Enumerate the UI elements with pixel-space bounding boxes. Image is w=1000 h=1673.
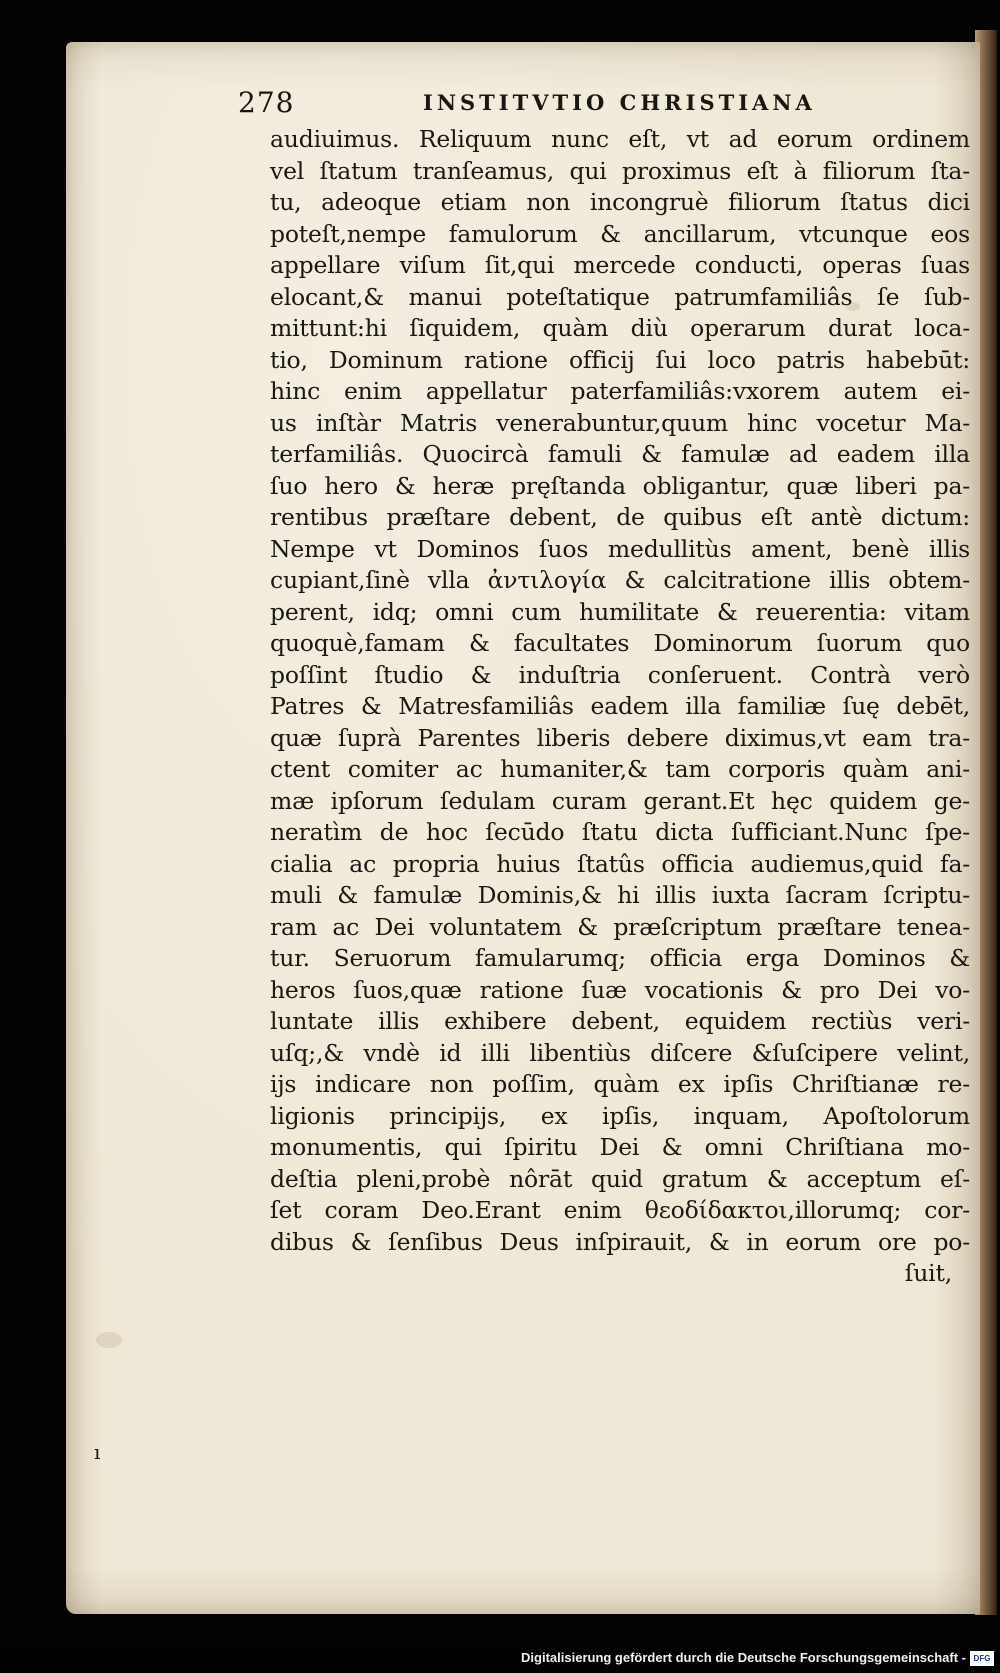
margin-mark: ı — [94, 1440, 101, 1464]
text-line: ſuo hero & heræ pręſtanda obligantur, quæ liberi pa- — [270, 471, 970, 500]
text-line: ſet coram Deo.Erant enim θεοδίδακτοι,illorumq; cor- — [270, 1196, 970, 1224]
page-number: 278 — [238, 86, 295, 119]
text-line: muli & famulæ Dominis,& hi illis iuxta ſacram ſcriptu- — [270, 881, 970, 909]
text-line: deſtia pleni,probè nôrāt quid gratum & acceptum eſ- — [270, 1164, 970, 1193]
digitization-credit: Digitalisierung gefördert durch die Deutsche Forschungsgemeinschaft - — [521, 1650, 966, 1665]
text-line: mittunt:hi ſiquidem, quàm diù operarum durat loca- — [270, 314, 970, 342]
text-line: poſſint ſtudio & induſtria conſeruent. Contrà verò — [270, 660, 970, 689]
text-line: hinc enim appellatur paterfamiliâs:vxorem autem ei- — [270, 377, 970, 405]
paper-stain — [96, 1332, 122, 1348]
text-line: monumentis, qui ſpiritu Dei & omni Chriſtiana mo- — [270, 1133, 970, 1161]
text-line: tu, adeoque etiam non incongruè filiorum ſtatus dici — [270, 188, 970, 216]
text-line: appellare viſum ſit,qui mercede conducti, operas ſuas — [270, 251, 970, 279]
text-line: dibus & ſenſibus Deus inſpirauit, & in eorum ore po- — [270, 1227, 970, 1256]
dfg-logo: DFG — [970, 1651, 994, 1666]
text-line: ram ac Dei voluntatem & præſcriptum præſtare tenea- — [270, 912, 970, 941]
text-line: ligionis principijs, ex ipſis, inquam, Apoſtolorum — [270, 1101, 970, 1130]
text-line: vel ſtatum tranſeamus, qui proximus eſt à filiorum ſta- — [270, 156, 970, 185]
text-line: ijs indicare non poſſim, quàm ex ipſis Chriſtianæ re- — [270, 1070, 970, 1098]
text-line: ſuit, — [904, 1259, 952, 1287]
text-line: terfamiliâs. Quocircà famuli & famulæ ad eadem illa — [270, 440, 970, 468]
text-line: tur. Seruorum famularumq; officia erga Dominos & — [270, 944, 970, 972]
text-line: quæ ſuprà Parentes liberis debere diximus,vt eam tra- — [270, 723, 970, 752]
text-line: quoquè,famam & facultates Dominorum ſuorum quo — [270, 629, 970, 657]
running-title: INSTITVTIO CHRISTIANA — [423, 90, 816, 115]
text-line: audiuimus. Reliquum nunc eſt, vt ad eorum ordinem — [270, 125, 970, 153]
text-line: uſq;,& vndè id illi libentiùs diſcere &ſuſcipere velint, — [270, 1038, 970, 1067]
text-line: poteſt,nempe famulorum & ancillarum, vtcunque eos — [270, 219, 970, 248]
text-line: elocant,& manui poteſtatique patrumfamiliâs ſe ſub- — [270, 282, 970, 311]
text-line: rentibus præſtare debent, de quibus eſt antè dictum: — [270, 503, 970, 531]
text-line: cupiant,ſinè vlla ἀντιλογία & calcitratione illis obtem- — [270, 566, 970, 594]
text-line: ctent comiter ac humaniter,& tam corporis quàm ani- — [270, 755, 970, 783]
text-line: luntate illis exhibere debent, equidem rectiùs veri- — [270, 1007, 970, 1035]
text-line: perent, idq; omni cum humilitate & reuerentia: vitam — [270, 597, 970, 626]
text-line: cialia ac propria huius ſtatûs officia audiemus,quid fa- — [270, 849, 970, 878]
text-line: us inſtàr Matris venerabuntur,quum hinc vocetur Ma- — [270, 408, 970, 437]
text-line: neratìm de hoc ſecūdo ſtatu dicta ſufficiant.Nunc ſpe- — [270, 818, 970, 846]
text-line: heros ſuos,quæ ratione ſuæ vocationis & pro Dei vo- — [270, 975, 970, 1004]
text-line: mæ ipſorum ſedulam curam gerant.Et hęc quidem ge- — [270, 786, 970, 815]
text-line: Nempe vt Dominos ſuos medullitùs ament, benè illis — [270, 534, 970, 563]
footer-bar — [0, 1648, 1000, 1673]
body-text — [270, 124, 970, 1290]
text-line: tio, Dominum ratione officij ſui loco patris habebūt: — [270, 345, 970, 374]
running-head — [238, 86, 858, 126]
text-line: Patres & Matresfamiliâs eadem illa familiæ ſuę debēt, — [270, 692, 970, 720]
